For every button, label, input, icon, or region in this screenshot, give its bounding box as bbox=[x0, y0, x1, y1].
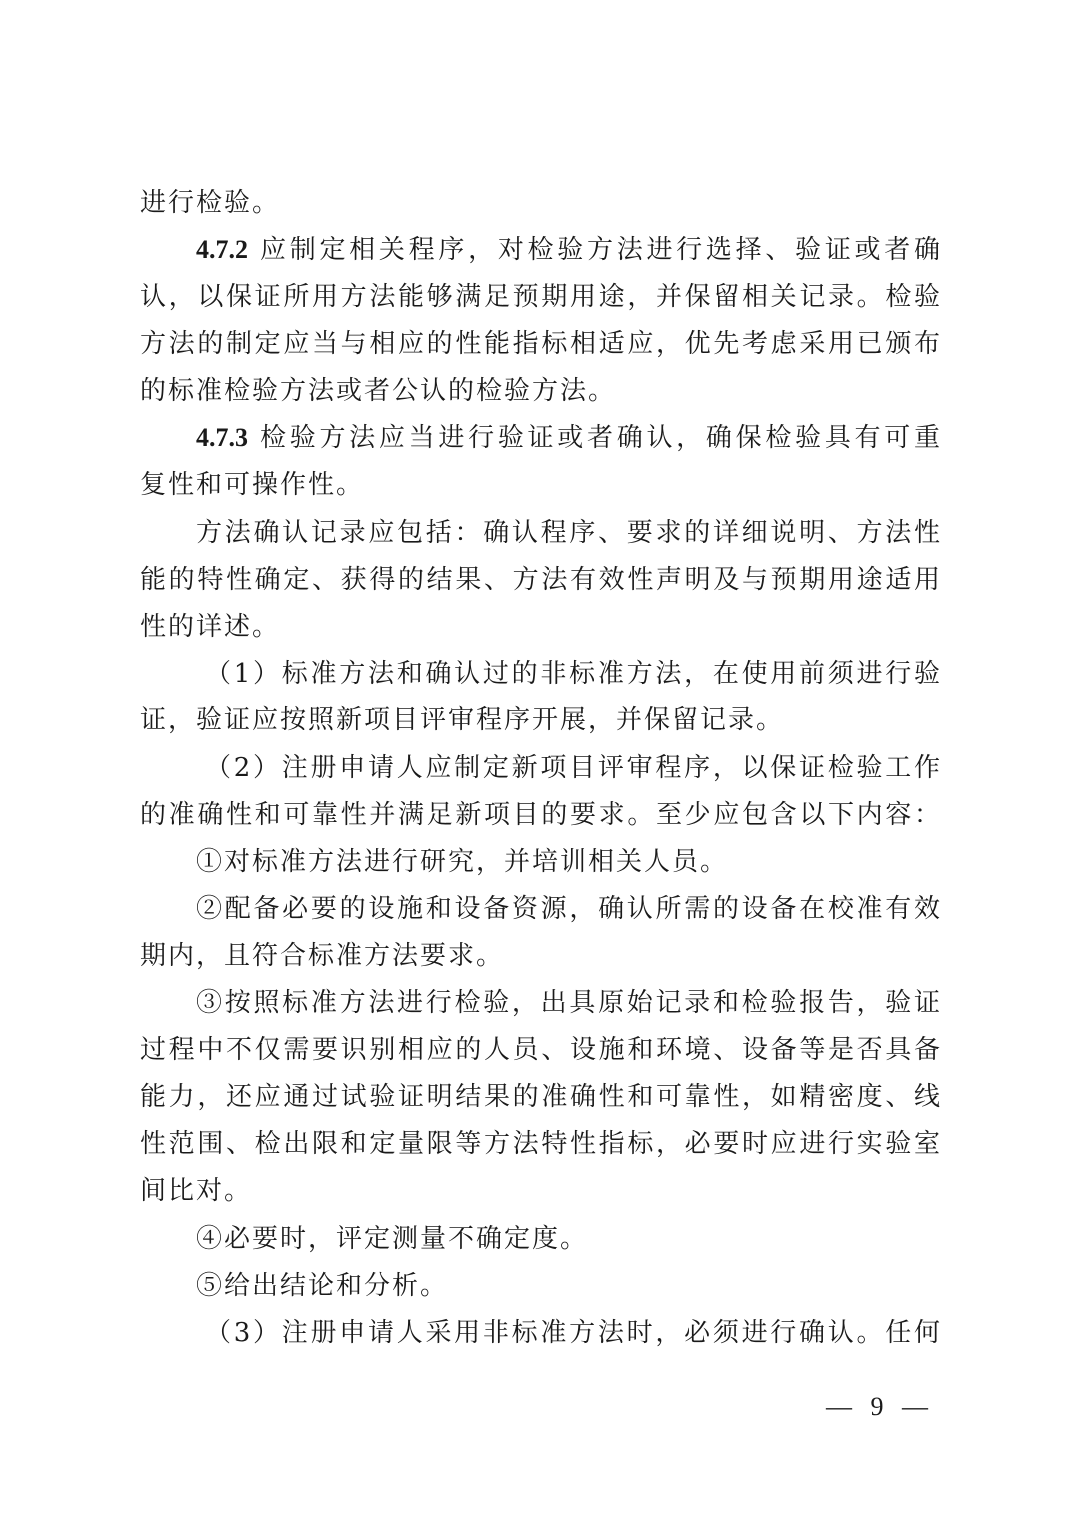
text-line: 方法的制定应当与相应的性能指标相适应，优先考虑采用已颁布 bbox=[140, 329, 940, 359]
text-line: 证，验证应按照新项目评审程序开展，并保留记录。 bbox=[140, 705, 785, 735]
text-line: 过程中不仅需要识别相应的人员、设施和环境、设备等是否具备 bbox=[140, 1035, 940, 1065]
text-line: 方法确认记录应包括：确认程序、要求的详细说明、方法性 bbox=[196, 518, 940, 548]
text-line: （3）注册申请人采用非标准方法时，必须进行确认。任何 bbox=[205, 1318, 940, 1348]
text-line: 期内，且符合标准方法要求。 bbox=[140, 941, 505, 971]
line-text: 检验方法应当进行验证或者确认，确保检验具有可重 bbox=[248, 423, 940, 453]
text-line: 复性和可操作性。 bbox=[140, 470, 365, 500]
text-line: ①对标准方法进行研究，并培训相关人员。 bbox=[196, 847, 729, 877]
text-line bbox=[196, 233, 940, 267]
text-line: ③按照标准方法进行检验，出具原始记录和检验报告，验证 bbox=[196, 988, 940, 1018]
text-line: ④必要时，评定测量不确定度。 bbox=[196, 1224, 589, 1254]
text-line bbox=[196, 421, 940, 455]
text-line: ②配备必要的设施和设备资源，确认所需的设备在校准有效 bbox=[196, 894, 940, 924]
text-line: 性的详述。 bbox=[140, 612, 281, 642]
text-line: 性范围、检出限和定量限等方法特性指标，必要时应进行实验室 bbox=[140, 1129, 940, 1159]
text-line: 的准确性和可靠性并满足新项目的要求。至少应包含以下内容： bbox=[140, 800, 940, 830]
text-line: 认，以保证所用方法能够满足预期用途，并保留相关记录。检验 bbox=[140, 282, 940, 312]
section-number: 4.7.3 bbox=[196, 423, 248, 452]
line-text: 应制定相关程序，对检验方法进行选择、验证或者确 bbox=[248, 235, 940, 265]
text-line: 间比对。 bbox=[140, 1176, 253, 1206]
text-line: （1）标准方法和确认过的非标准方法，在使用前须进行验 bbox=[205, 659, 940, 689]
text-line: ⑤给出结论和分析。 bbox=[196, 1271, 449, 1301]
text-line: 能的特性确定、获得的结果、方法有效性声明及与预期用途适用 bbox=[140, 565, 940, 595]
text-line: 的标准检验方法或者公认的检验方法。 bbox=[140, 376, 617, 406]
text-line: （2）注册申请人应制定新项目评审程序，以保证检验工作 bbox=[205, 753, 940, 783]
text-line: 进行检验。 bbox=[140, 188, 281, 218]
section-number: 4.7.2 bbox=[196, 235, 248, 264]
page-number: — 9 — bbox=[826, 1392, 934, 1421]
text-line: 能力，还应通过试验证明结果的准确性和可靠性，如精密度、线 bbox=[140, 1082, 940, 1112]
